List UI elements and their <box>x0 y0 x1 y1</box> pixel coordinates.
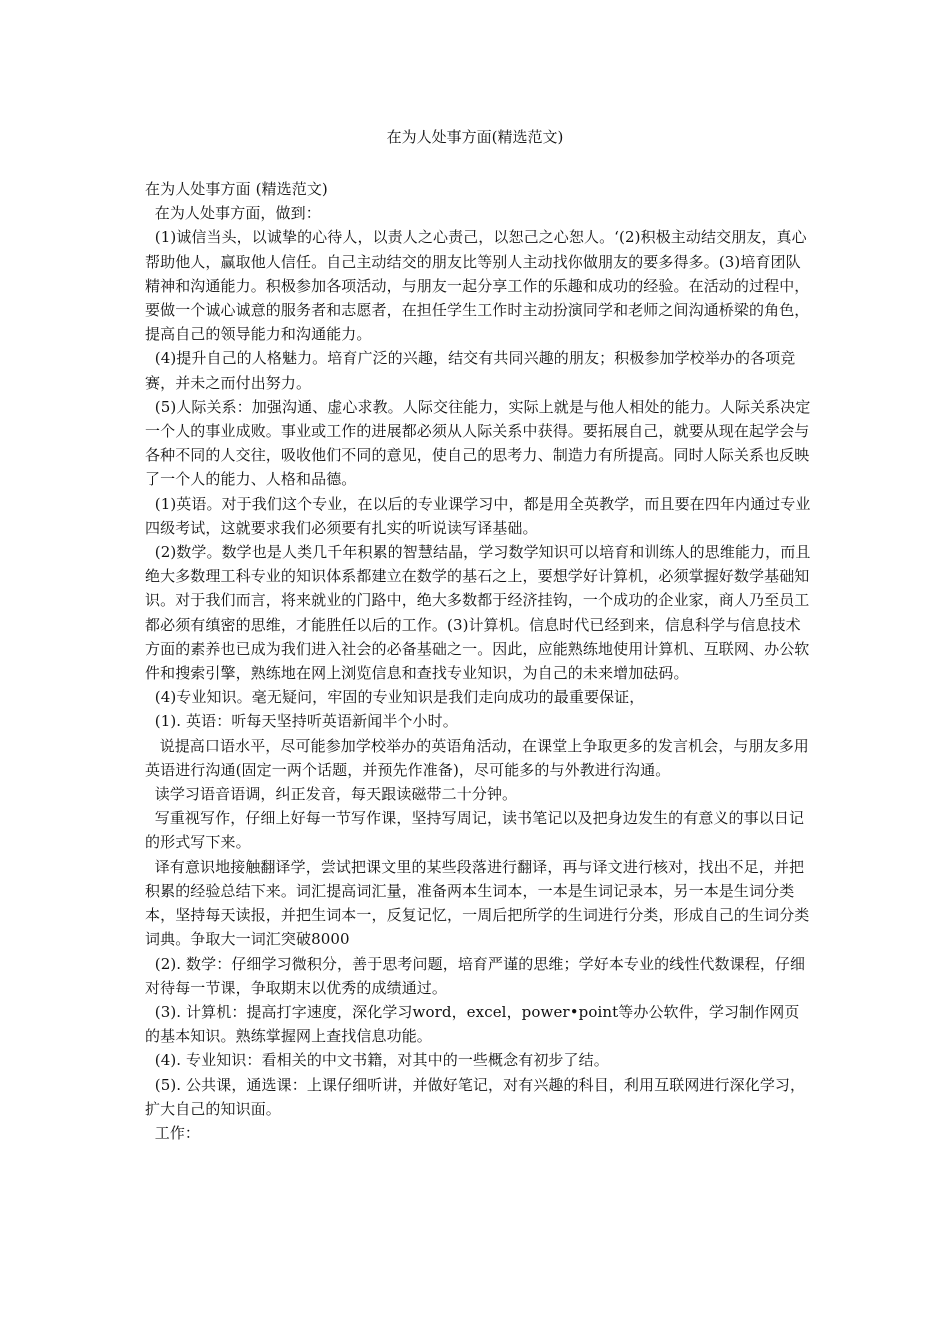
paragraph: (4). 专业知识：看相关的中文书籍，对其中的一些概念有初步了结。 <box>145 1051 609 1070</box>
paragraph: (4)专业知识。毫无疑问，牢固的专业知识是我们走向成功的最重要保证， <box>145 688 645 707</box>
paragraph: (1). 英语：听每天坚持听英语新闻半个小时。 <box>145 712 458 731</box>
paragraph: (5)人际关系：加强沟通、虚心求教。人际交往能力，实际上就是与他人相处的能力。人际关系决定一个人的事业成败。事业或工作的进展都必须从人际关系中获得。要拓展自己，就要从现在起学会与各种不同的人交往，吸收他们不同的意见，使自己的思考力、制造力有所提高。同时人际关系也反映了一个人的能力、人格和品德。 <box>145 397 811 489</box>
paragraph: (1)诚信当头，以诚挚的心待人，以责人之心责己，以恕己之心恕人。‘(2)积极主动结交朋友，真心帮助他人，赢取他人信任。自己主动结交的朋友比等别人主动找你做朋友的要多得多。(3)培育团队精神和沟通能力。积极参加各项活动，与朋友一起分享工作的乐趣和成功的经验。在活动的过程中，要做一个诚心诚意的服务者和志愿者，在担任学生工作时主动扮演同学和老师之间沟通桥梁的角色，提高自己的领导能力和沟通能力。 <box>145 228 810 344</box>
paragraph: 说提高口语水平，尽可能参加学校举办的英语角活动，在课堂上争取更多的发言机会，与朋友多用英语进行沟通(固定一两个话题，并预先作准备)，尽可能多的与外教进行沟通。 <box>145 736 809 779</box>
paragraph: 工作： <box>145 1123 201 1142</box>
paragraph: 写重视写作，仔细上好每一节写作课，坚持写周记，读书笔记以及把身边发生的有意义的事以日记的形式写下来。 <box>145 809 805 852</box>
paragraph: (2). 数学：仔细学习微积分，善于思考问题，培育严谨的思维；学好本专业的线性代数课程，仔细对待每一节课，争取期末以优秀的成绩通过。 <box>145 954 806 997</box>
document-body <box>145 177 811 1145</box>
paragraph: 译有意识地接触翻译学，尝试把课文里的某些段落进行翻译，再与译文进行核对，找出不足，并把积累的经验总结下来。词汇提高词汇量，准备两本生词本，一本是生词记录本，另一本是生词分类本，坚持每天读报，并把生词本一，反复记忆，一周后把所学的生词进行分类，形成自己的生词分类词典。争取大一词汇突破8000 <box>145 857 810 949</box>
paragraph: (5). 公共课，通选课：上课仔细听讲，并做好笔记，对有兴趣的科目，利用互联网进行深化学习，扩大自己的知识面。 <box>145 1075 806 1118</box>
paragraph: (1)英语。对于我们这个专业，在以后的专业课学习中，都是用全英教学，而且要在四年内通过专业四级考试，这就要求我们必须要有扎实的听说读写译基础。 <box>145 494 811 537</box>
paragraph: (2)数学。数学也是人类几千年积累的智慧结晶，学习数学知识可以培育和训练人的思维能力，而且绝大多数理工科专业的知识体系都建立在数学的基石之上，要想学好计算机，必须掌握好数学基础知识。对于我们而言，将来就业的门路中，绝大多数都于经济挂钩，一个成功的企业家，商人乃至员工都必须有缜密的思维，才能胜任以后的工作。(3)计算机。信息时代已经到来，信息科学与信息技术方面的素养也已成为我们进入社会的必备基础之一。因此，应能熟练地使用计算机、互联网、办公软件和搜索引擎，熟练地在网上浏览信息和查找专业知识，为自己的未来增加砝码。 <box>145 543 811 683</box>
paragraph: 读学习语音语调，纠正发音，每天跟读磁带二十分钟。 <box>145 785 518 804</box>
document-title: 在为人处事方面(精选范文) <box>386 128 564 146</box>
paragraph-subtitle: 在为人处事方面 (精选范文) <box>145 180 328 198</box>
paragraph: (3). 计算机：提高打字速度，深化学习word，excel，power•point等办公软件，学习制作网页的基本知识。熟练掌握网上查找信息功能。 <box>145 1002 800 1046</box>
paragraph: (4)提升自己的人格魅力。培育广泛的兴趣，结交有共同兴趣的朋友；积极参加学校举办的各项竞赛，并未之而付出努力。 <box>145 349 796 392</box>
paragraph-intro: 在为人处事方面，做到： <box>145 204 321 223</box>
